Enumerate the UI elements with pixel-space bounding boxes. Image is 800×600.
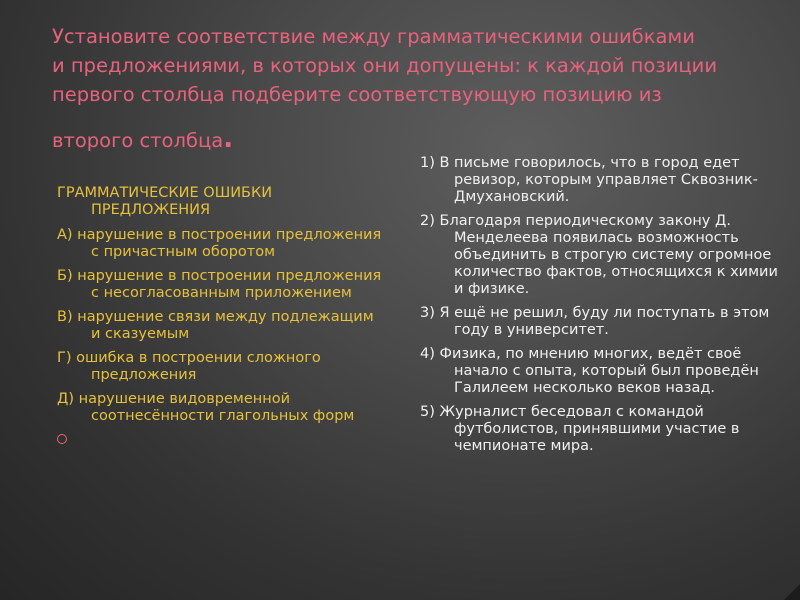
corner-decoration <box>784 584 800 600</box>
title-line-4: второго столбца <box>52 129 224 152</box>
slide-title <box>52 22 772 155</box>
errors-header-line-2: ПРЕДЛОЖЕНИЯ <box>91 202 211 218</box>
sentence-item-4: 4) Физика, по мнению многих, ведёт своё начало с опыта, который был проведён Галилеем несколько веков назад. <box>420 346 759 396</box>
error-item-d: Д) нарушение видовременной соотнесённости глагольных форм <box>57 391 355 424</box>
sentence-item-5: 5) Журналист беседовал с командой футболистов, принявшими участие в чемпионате мира. <box>420 404 740 454</box>
title-line-2: и предложениями, в которых они допущены: к каждой позиции <box>52 54 717 77</box>
error-item-v: В) нарушение связи между подлежащим и сказуемым <box>57 309 374 342</box>
error-item-a: А) нарушение в построении предложения с причастным оборотом <box>57 227 382 260</box>
sentence-item-3: 3) Я ещё не решил, буду ли поступать в этом году в университет. <box>420 305 770 338</box>
error-item-g: Г) ошибка в построении сложного предложения <box>57 350 321 383</box>
sentence-item-1: 1) В письме говорилось, что в город едет ревизор, которым управляет Сквозник-Дмухановский. <box>420 155 758 205</box>
errors-header-line-1: ГРАММАТИЧЕСКИЕ ОШИБКИ <box>57 185 273 201</box>
sentence-item-2: 2) Благодаря периодическому закону Д. Менделеева появилась возможность объединить в строгую систему огромное количество фактов, относящихся к химии и физике. <box>420 213 778 297</box>
title-line-4-wrap <box>52 125 772 155</box>
title-line-3: первого столбца подберите соответствующую позицию из <box>52 83 662 106</box>
empty-bullet-icon <box>57 434 67 444</box>
errors-column <box>57 185 387 449</box>
error-item-b: Б) нарушение в построении предложения с несогласованным приложением <box>57 268 382 301</box>
errors-column-header <box>57 185 387 219</box>
sentences-column <box>420 155 785 462</box>
title-end-mark: . <box>223 124 234 154</box>
title-line-1: Установите соответствие между грамматическими ошибками <box>52 25 695 48</box>
